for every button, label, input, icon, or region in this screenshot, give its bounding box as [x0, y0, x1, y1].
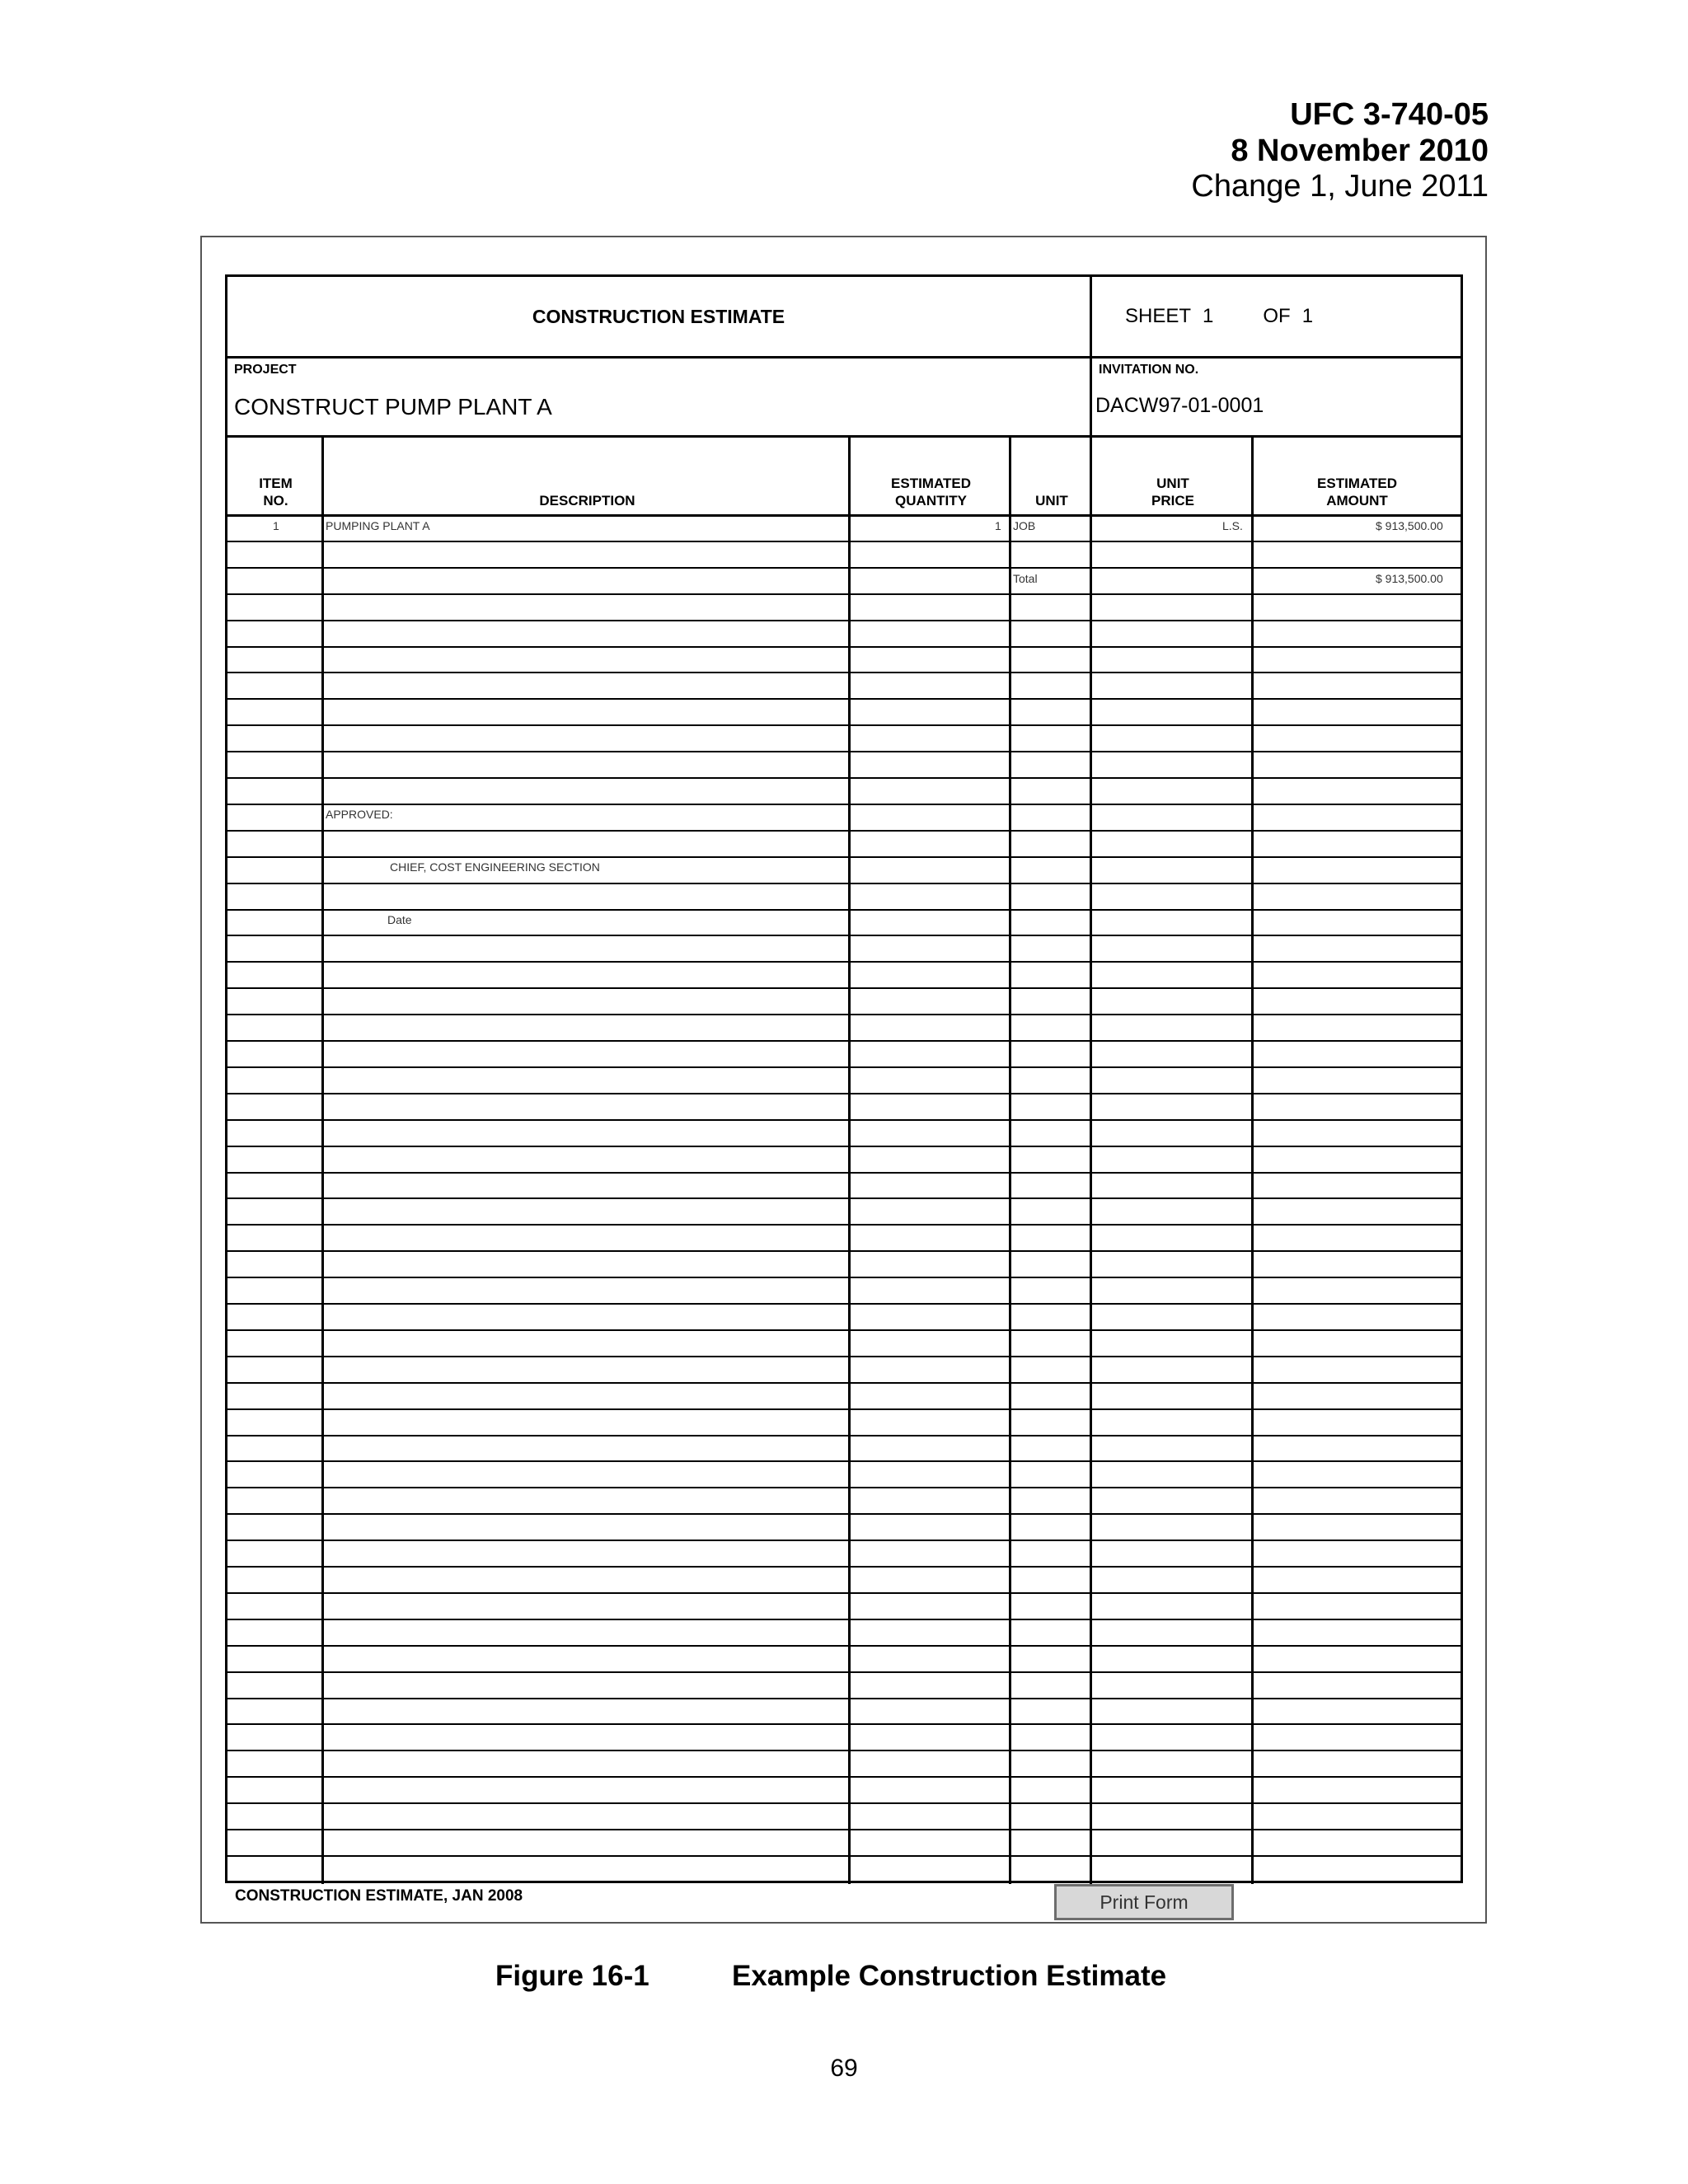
total-amount[interactable]: $ 913,500.00: [1376, 572, 1443, 585]
table-row-line: [227, 1698, 1461, 1699]
table-row-line: [227, 1671, 1461, 1673]
column-description: [324, 435, 851, 1884]
table-row-line: [227, 830, 1461, 832]
sheet-info: [1092, 277, 1461, 356]
row1-item[interactable]: 1: [273, 519, 279, 532]
table-row-line: [227, 1119, 1461, 1121]
sheet-total[interactable]: 1: [1301, 305, 1314, 327]
figure-title: Example Construction Estimate: [732, 1960, 1167, 1992]
table-row-line: [227, 620, 1461, 621]
header-item-no: ITEM NO.: [259, 476, 293, 509]
document-id: UFC 3-740-05: [1290, 97, 1489, 132]
table-row-line: [227, 724, 1461, 726]
table-row-line: [227, 593, 1461, 595]
table-row-line: [227, 1723, 1461, 1725]
table-row-line: [227, 1277, 1461, 1278]
project-row: [227, 356, 1461, 438]
table-row-line: [227, 1172, 1461, 1174]
table-row-line: [227, 1855, 1461, 1857]
document-date: 8 November 2010: [1231, 133, 1489, 168]
column-est-qty: [851, 435, 1011, 1884]
table-row-line: [227, 1197, 1461, 1199]
table-row-line: [227, 1592, 1461, 1594]
sheet-label: SHEET: [1125, 305, 1192, 327]
table-row-line: [227, 1460, 1461, 1462]
row1-qty[interactable]: 1: [995, 519, 1001, 532]
table-row-line: [227, 1040, 1461, 1042]
approved-label: APPROVED:: [326, 808, 393, 821]
table-row-line: [227, 1014, 1461, 1015]
form-footer: CONSTRUCTION ESTIMATE, JAN 2008: [235, 1887, 523, 1905]
print-form-button[interactable]: Print Form: [1054, 1884, 1234, 1920]
table-row-line: [227, 935, 1461, 936]
table-row-line: [227, 1540, 1461, 1541]
table-row-line: [227, 1750, 1461, 1751]
construction-estimate-form: [225, 274, 1463, 1883]
title-row: [227, 277, 1461, 359]
table-row-line: [227, 1776, 1461, 1778]
row1-price[interactable]: L.S.: [1222, 519, 1243, 532]
estimate-table: [227, 435, 1461, 1884]
table-row-line: [227, 1645, 1461, 1647]
invitation-value[interactable]: DACW97-01-0001: [1095, 394, 1264, 417]
chief-label: CHIEF, COST ENGINEERING SECTION: [390, 860, 600, 874]
table-row-line: [227, 883, 1461, 884]
header-description: DESCRIPTION: [539, 492, 635, 509]
table-row-line: [227, 987, 1461, 989]
table-row-line: [227, 514, 1461, 517]
table-row-line: [227, 1303, 1461, 1305]
column-unit: [1011, 435, 1092, 1884]
table-row-line: [227, 1250, 1461, 1252]
table-row-line: [227, 751, 1461, 752]
table-row-line: [227, 541, 1461, 542]
figure-number: Figure 16-1: [495, 1960, 649, 1992]
table-row-line: [227, 1382, 1461, 1384]
header-est-amount: ESTIMATED AMOUNT: [1317, 476, 1397, 509]
project-label: PROJECT: [234, 363, 297, 377]
sheet-number[interactable]: 1: [1203, 305, 1214, 327]
table-row-line: [227, 1829, 1461, 1830]
table-row-line: [227, 909, 1461, 911]
table-row-line: [227, 1093, 1461, 1094]
table-row-line: [227, 1224, 1461, 1226]
table-row-line: [227, 961, 1461, 963]
table-row-line: [227, 1566, 1461, 1568]
form-title: CONSTRUCTION ESTIMATE: [227, 277, 1092, 356]
column-unit-price: [1092, 435, 1254, 1884]
table-row-line: [227, 698, 1461, 700]
table-row-line: [227, 1487, 1461, 1488]
table-row-line: [227, 1802, 1461, 1804]
table-row-line: [227, 567, 1461, 569]
row1-description[interactable]: PUMPING PLANT A: [326, 519, 430, 532]
table-row-line: [227, 646, 1461, 648]
row1-unit[interactable]: JOB: [1013, 519, 1036, 532]
header-est-qty: ESTIMATED QUANTITY: [891, 476, 971, 509]
table-row-line: [227, 1435, 1461, 1436]
table-row-line: [227, 1329, 1461, 1331]
total-label: Total: [1013, 572, 1038, 585]
invitation-field[interactable]: [1092, 356, 1461, 435]
document-change: Change 1, June 2011: [1191, 169, 1489, 204]
table-row-line: [227, 1408, 1461, 1410]
table-row-line: [227, 1356, 1461, 1357]
of-label: OF: [1263, 305, 1291, 327]
row1-amount[interactable]: $ 913,500.00: [1376, 519, 1443, 532]
project-value[interactable]: CONSTRUCT PUMP PLANT A: [234, 394, 552, 419]
table-row-line: [227, 1066, 1461, 1068]
table-row-line: [227, 1513, 1461, 1515]
column-item-no: [227, 435, 324, 1884]
table-row-line: [227, 804, 1461, 805]
date-label: Date: [387, 913, 412, 926]
invitation-label: INVITATION NO.: [1099, 363, 1199, 377]
header-unit-price: UNIT PRICE: [1151, 476, 1194, 509]
table-row-line: [227, 1146, 1461, 1147]
table-row-line: [227, 672, 1461, 673]
table-row-line: [227, 777, 1461, 779]
table-row-line: [227, 1619, 1461, 1620]
header-unit: UNIT: [1035, 492, 1068, 509]
page-number: 69: [830, 2055, 858, 2082]
table-row-line: [227, 856, 1461, 858]
document-header: [1191, 97, 1489, 205]
project-field[interactable]: [227, 356, 1092, 435]
